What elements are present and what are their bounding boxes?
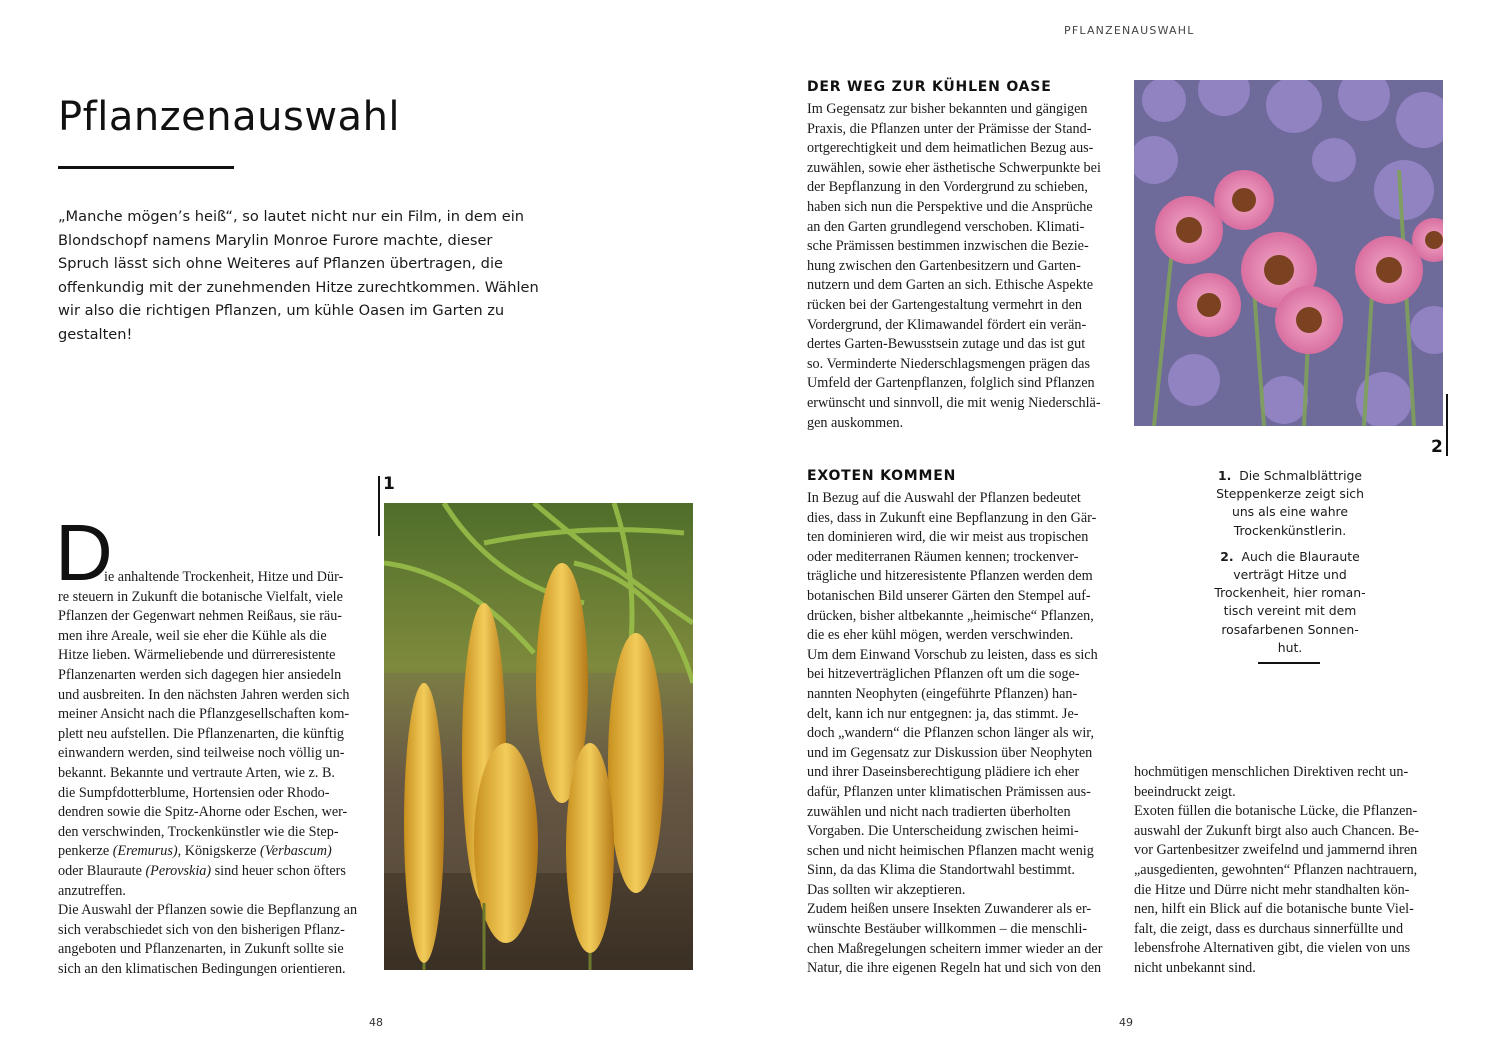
body-line: zuwählen, sowie eher ästhetische Schwerpunkte bei [807,159,1101,176]
body-line: angeboten und Pflanzenarten, in Zukunft sollte sie [58,941,344,958]
body-line: und im Gegensatz zur Diskussion über Neophyten [807,744,1093,761]
body-line: haben sich nun die Perspektive und die Ansprüche [807,198,1093,215]
body-line: penkerze (Eremurus), Königskerze (Verbascum) [58,843,332,860]
figure-1-marker-line [378,476,380,536]
body-line: chen Maßregelungen scheitern immer wieder an der [807,940,1103,957]
body-line: erwünscht und sinnvoll, die mit wenig Niederschlä- [807,394,1101,411]
body-line: dertes Garten-Bewusstsein zutage und das ist gut [807,336,1086,353]
intro-line: Blondschopf namens Marylin Monroe Furore machte, dieser [58,231,493,249]
drop-cap: D [55,508,113,597]
body-line: Hitze lieben. Wärmeliebende und dürreresistente [58,647,336,664]
caption-line: hut. [1277,639,1303,655]
body-line: zuwählen und nicht nach tradierten überholten [807,803,1071,820]
caption-line: 2. Auch die Blauraute [1220,548,1360,564]
body-line: men ihre Areale, weil sie eher die Kühle als die [58,627,327,644]
body-line: sich verabschiedet sich von den bisherigen Pflanz- [58,921,345,938]
body-line: nicht unbekannt sind. [1134,959,1256,976]
body-line: sich an den klimatischen Bedingungen orientieren. [58,960,346,977]
running-head: PFLANZENAUSWAHL [1064,24,1195,37]
intro-line: gestalten! [58,325,133,343]
section-2-text [807,489,1122,979]
body-line: oder mediterranen Räumen kennen; trockenver- [807,548,1079,565]
body-line: dafür, Pflanzen unter klimatischen Prämissen aus- [807,783,1091,800]
body-line: die es eher kühl mögen, werden verschwinden. [807,627,1074,644]
body-line: doch „wandern“ die Pflanzen schon länger als wir, [807,725,1095,742]
body-line: Pflanzen der Gegenwart nehmen Reißaus, sie räu- [58,608,343,625]
caption-line: Steppenkerze zeigt sich [1216,486,1364,502]
body-line: Pflanzenarten werden sich dagegen hier ansiedeln [58,666,342,683]
section-heading: DER WEG ZUR KÜHLEN OASE [807,79,1052,95]
page-number-right: 49 [1119,1016,1133,1029]
body-line: ie anhaltende Trockenheit, Hitze und Dür- [104,569,344,585]
body-line: delt, kann ich nur entgegnen: ja, das stimmt. Je- [807,705,1079,722]
body-line: botanischen Bild unserer Gärten den Stempel auf- [807,587,1091,604]
body-line: auswahl der Zukunft birgt also auch Chancen. Be- [1134,822,1419,839]
figure-2-marker-line [1446,394,1448,456]
body-line: Praxis, die Pflanzen unter der Prämisse der Stand- [807,120,1092,137]
body-line: dies, dass in Zukunft eine Bepflanzung in den Gär- [807,509,1097,526]
page-title: Pflanzenauswahl [58,94,401,140]
body-line: Sinn, da das Klima die Standortwahl bestimmt. [807,862,1075,879]
body-line: sche Prämissen bestimmen inzwischen die Bezie- [807,238,1089,255]
body-line: drücken, bisher altbekannte „heimische“ Pflanzen, [807,607,1094,624]
body-line: trägliche und hitzeresistente Pflanzen werden dem [807,568,1093,585]
body-line: oder Blauraute (Perovskia) sind heuer schon öfters [58,862,346,879]
body-line: Das sollten wir akzeptieren. [807,881,966,898]
title-rule [58,166,234,169]
body-line: anzutreffen. [58,882,126,899]
body-line: Natur, die ihre eigenen Regeln hat und sich von den [807,960,1102,977]
body-line: falt, die zeigt, dass es durchaus sinnerfüllte und [1134,920,1404,937]
body-line: gen auskommen. [807,414,904,431]
body-line: meiner Ansicht nach die Pflanzgesellschaften kom- [58,706,350,723]
body-line: re steuern in Zukunft die botanische Vielfalt, viele [58,588,343,605]
body-line: vor Gartenbesitzer zweifelnd und jammernd ihren [1134,842,1418,859]
body-line: bekannt. Bekannte und vertraute Arten, wie z. B. [58,764,335,781]
body-line: hung zwischen den Gartenbesitzern und Garten- [807,257,1081,274]
body-line: die Hitze und Dürre nicht mehr standhalten kön- [1134,881,1410,898]
body-line: ortgerechtigkeit und dem heimatlichen Bezug aus- [807,140,1094,157]
body-line: nannten Neophyten (eingeführte Pflanzen) han- [807,685,1078,702]
page-number-left: 48 [369,1016,383,1029]
body-line: Exoten füllen die botanische Lücke, die Pflanzen- [1134,803,1418,820]
figure-2-number: 2 [1431,437,1443,457]
body-line: Vorgaben. Die Unterscheidung zwischen heimi- [807,823,1079,840]
body-line: der Bepflanzung in den Vordergrund zu schieben, [807,179,1088,196]
body-line: wünschte Bestäuber willkommen – die menschli- [807,921,1088,938]
body-line: die Sumpfdotterblume, Hortensien oder Rhodo- [58,784,330,801]
foxtail-lily-photo [384,503,693,970]
body-line: einwandern werden, sind teilweise noch völlig un- [58,745,345,762]
body-line: Umfeld der Gartenpflanzen, folglich sind Pflanzen [807,375,1095,392]
section-heading: EXOTEN KOMMEN [807,468,957,484]
body-line: nen, hilft ein Blick auf die botanische bunte Viel- [1134,901,1414,918]
intro-paragraph [58,205,539,346]
body-line: In Bezug auf die Auswahl der Pflanzen bedeutet [807,490,1081,506]
intro-line: Spruch lässt sich ohne Weiteres auf Pflanzen übertragen, die [58,255,503,272]
caption-line: verträgt Hitze und [1233,567,1347,583]
intro-line: wir also die richtigen Pflanzen, um kühle Oasen im Garten zu [58,302,505,319]
body-line: „ausgedienten, gewohnten“ Pflanzen nachtrauern, [1134,861,1418,878]
body-line: Um dem Einwand Vorschub zu leisten, dass es sich [807,646,1098,663]
section-1-text [807,100,1122,433]
body-line: Zudem heißen unsere Insekten Zuwanderer als er- [807,901,1092,918]
intro-line: „Manche mögen’s heiß“, so lautet nicht nur ein Film, in dem ein [58,208,525,225]
caption-line: uns als eine wahre [1231,504,1349,520]
body-line: plett neu aufstellen. Die Pflanzenarten, die künftig [58,725,345,742]
right-column-text [1134,763,1449,979]
caption-line: 1. Die Schmalblättrige [1217,468,1363,483]
body-line: dendren sowie die Spitz-Ahorne oder Eschen, wer- [58,804,348,821]
caption-line: Trockenkünstlerin. [1233,522,1347,538]
body-line: Die Auswahl der Pflanzen sowie die Bepflanzung an [58,902,358,919]
body-line: so. Verminderte Niederschlagsmengen prägen das [807,355,1091,372]
figure-1-number: 1 [383,474,395,494]
body-line: Vordergrund, der Klimawandel fördert ein verän- [807,316,1087,333]
caption-line: rosafarbenen Sonnen- [1221,621,1359,637]
body-line: schen und nicht heimischen Pflanzen macht wenig [807,842,1094,859]
intro-line: offenkundig mit der zunehmenden Hitze zurechtkommen. Wählen [58,278,539,296]
body-line: Im Gegensatz zur bisher bekannten und gängigen [807,101,1088,117]
body-line: beeindruckt zeigt. [1134,783,1236,800]
body-line: lebensfrohe Alternativen gibt, die vielen von uns [1134,940,1411,957]
body-line: nutzern und dem Garten an sich. Ethische Aspekte [807,277,1094,294]
body-line: bei hitzeverträglichen Pflanzen oft um die soge- [807,666,1080,683]
coneflower-russian-sage-photo [1134,80,1443,426]
caption-line: tisch vereint mit dem [1223,603,1357,619]
body-line: rücken bei der Gartengestaltung vermehrt in den [807,296,1082,313]
body-line: den verschwinden, Trockenkünstler wie die Step- [58,823,339,840]
body-line: und ihrer Daseinsberechtigung plädiere ich eher [807,764,1080,781]
body-line: ten dominieren wird, die wir meist aus tropischen [807,529,1089,546]
body-line: hochmütigen menschlichen Direktiven recht un- [1134,764,1409,780]
left-column-text [58,568,370,979]
figure-captions [1205,467,1375,657]
body-line: und ausbreiten. In den nächsten Jahren werden sich [58,686,350,703]
caption-rule [1258,662,1320,664]
caption-line: Trockenheit, hier roman- [1214,585,1366,601]
body-line: an den Garten grundlegend verschoben. Klimati- [807,218,1085,235]
